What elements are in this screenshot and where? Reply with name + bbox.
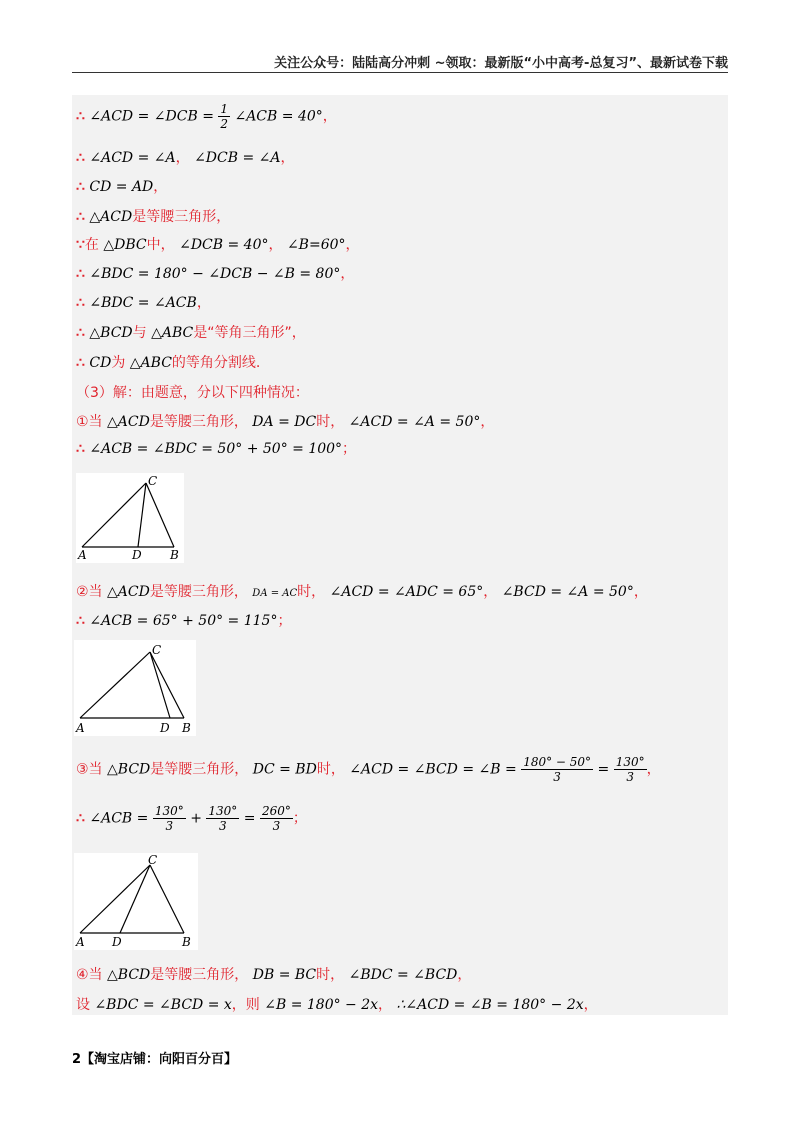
text-fragment: ， — [196, 295, 211, 311]
case-label: ④当 — [76, 967, 103, 983]
therefore-symbol: ∴ — [76, 810, 85, 827]
vertex-label-a: A — [76, 935, 85, 949]
equals-sign: = — [597, 761, 610, 778]
therefore-symbol: ∴ — [76, 295, 85, 311]
math-expr: ∠ACD = ∠A = 50° — [348, 414, 481, 430]
text-fragment: ， — [480, 414, 495, 430]
text-fragment: ， — [378, 997, 393, 1013]
text-fragment: ； — [292, 810, 307, 827]
fraction-denominator: 3 — [165, 819, 174, 833]
math-expr: △ABC — [129, 355, 172, 371]
math-expr: △ACD — [89, 209, 133, 225]
text-fragment: 时， — [316, 967, 345, 983]
text-fragment: ， — [340, 266, 355, 282]
math-expr: DC = BD — [252, 761, 317, 778]
text-fragment: ， — [175, 150, 190, 166]
case-line — [76, 755, 661, 784]
step-line — [76, 804, 307, 833]
segment-cd — [138, 483, 146, 547]
segment-bc — [146, 483, 174, 547]
step-line — [76, 352, 260, 372]
therefore-symbol: ∴ — [76, 325, 85, 341]
step-line — [76, 292, 211, 312]
therefore-symbol: ∴ — [76, 179, 85, 195]
text-fragment: ， — [457, 967, 472, 983]
step-line — [76, 206, 230, 226]
text-fragment: ， — [633, 584, 648, 600]
text-fragment: 是等腰三角形， — [149, 584, 248, 600]
step-line — [76, 176, 167, 196]
triangle-figure-3 — [74, 853, 198, 950]
math-expr: △BCD — [107, 761, 151, 778]
fraction-denominator: 2 — [220, 117, 229, 131]
text-fragment: 在 — [84, 237, 99, 253]
vertex-label-c: C — [148, 474, 158, 488]
math-expr: CD = AD — [89, 179, 154, 195]
text-fragment: ， — [280, 150, 295, 166]
header-rule — [72, 72, 728, 73]
segment-ac — [82, 483, 146, 547]
step-line — [76, 994, 598, 1014]
fraction-numerator: 1 — [220, 102, 229, 116]
plus-sign: + — [190, 810, 202, 827]
page-header: 关注公众号：陆陆高分冲刺 ~领取：最新版“小中高考-总复习”、最新试卷下载 — [274, 56, 728, 71]
step-line — [76, 102, 337, 131]
math-expr: ∴∠ACD = ∠B = 180° − 2x — [396, 997, 584, 1013]
math-expr: ∠BDC = ∠ACB — [89, 295, 197, 311]
step-line — [76, 263, 354, 283]
text-fragment: 的等角分割线. — [171, 355, 261, 371]
math-expr: △BCD — [89, 325, 133, 341]
math-expr: ∠ACB = ∠BDC = 50° + 50° = 100° — [89, 441, 343, 457]
text-fragment: 是“等角三角形”， — [193, 325, 306, 341]
therefore-symbol: ∴ — [76, 613, 85, 629]
part-heading — [76, 382, 309, 402]
page-footer: 2【淘宝店铺：向阳百分百】 — [72, 1052, 238, 1067]
text-fragment: ， — [646, 761, 661, 778]
segment-bc — [150, 865, 184, 933]
fraction — [218, 102, 230, 131]
math-expr: ∠BDC = 180° − ∠DCB − ∠B = 80° — [89, 266, 341, 282]
triangle-figure-1 — [76, 473, 184, 563]
text-fragment: 是等腰三角形， — [149, 414, 248, 430]
text-fragment: 设 — [76, 997, 90, 1013]
therefore-symbol: ∴ — [76, 209, 85, 225]
vertex-label-b: B — [170, 548, 179, 562]
vertex-label-a: A — [76, 721, 85, 735]
math-expr: DB = BC — [252, 967, 317, 983]
therefore-symbol: ∴ — [76, 355, 85, 371]
step-line — [76, 322, 306, 342]
text-fragment: ； — [277, 613, 292, 629]
text-fragment: ， — [268, 237, 283, 253]
math-expr: ∠ACB = — [89, 810, 149, 827]
case-label: ③当 — [76, 761, 103, 778]
text-fragment: ， — [345, 237, 360, 253]
text-fragment: 是等腰三角形， — [132, 209, 231, 225]
case-line — [76, 964, 471, 984]
math-expr: ∠ACD = ∠BCD = ∠B = — [349, 761, 517, 778]
text-fragment: 时， — [297, 584, 326, 600]
segment-ac — [80, 652, 150, 718]
math-expr: DA = AC — [252, 588, 298, 599]
vertex-label-d: D — [132, 548, 142, 562]
math-expr: △BCD — [107, 967, 151, 983]
text-fragment: ，则 — [231, 997, 260, 1013]
math-expr: △ABC — [151, 325, 194, 341]
math-expr: ∠BDC = ∠BCD — [348, 967, 458, 983]
math-expr: △ACD — [107, 584, 150, 600]
vertex-label-d: D — [160, 721, 170, 735]
text-fragment: ， — [322, 108, 337, 125]
text-fragment: ， — [483, 584, 498, 600]
step-line — [76, 610, 291, 630]
math-expr: ∠B=60° — [286, 237, 346, 253]
vertex-label-c: C — [148, 853, 158, 867]
text-fragment: 时， — [316, 761, 345, 778]
therefore-symbol: ∴ — [76, 266, 85, 282]
fraction-denominator: 3 — [272, 819, 281, 833]
text-fragment: ， — [583, 997, 598, 1013]
case-line — [76, 411, 494, 431]
fraction — [206, 804, 239, 833]
math-expr: ∠ACD = ∠A — [89, 150, 176, 166]
case-label: ①当 — [76, 414, 103, 430]
text-fragment: 中， — [146, 237, 175, 253]
step-line — [76, 234, 360, 254]
because-symbol: ∵ — [76, 237, 85, 253]
text-fragment: 与 — [132, 325, 147, 341]
fraction-denominator: 3 — [553, 770, 561, 784]
fraction-numerator: 130° — [208, 804, 238, 818]
text-fragment: ， — [153, 179, 168, 195]
vertex-label-b: B — [182, 721, 191, 735]
math-expr: ∠B = 180° − 2x — [264, 997, 379, 1013]
vertex-label-a: A — [78, 548, 87, 562]
case-label: ②当 — [76, 584, 103, 600]
triangle-figure-2 — [74, 640, 196, 736]
fraction-numerator: 130° — [154, 804, 184, 818]
step-line — [76, 438, 356, 458]
text-fragment: 是等腰三角形， — [150, 967, 249, 983]
math-expr: DA = DC — [252, 414, 317, 430]
fraction — [614, 755, 647, 784]
therefore-symbol: ∴ — [76, 150, 85, 166]
text-fragment: ； — [342, 441, 357, 457]
vertex-label-b: B — [182, 935, 191, 949]
math-expr: ∠ACB = 65° + 50° = 115° — [89, 613, 278, 629]
math-expr: △DBC — [103, 237, 147, 253]
fraction-denominator: 3 — [626, 770, 634, 784]
segment-cd — [120, 865, 150, 933]
math-expr: ∠BDC = ∠BCD = x — [94, 997, 232, 1013]
fraction — [153, 804, 186, 833]
math-expr: ∠ACD = ∠DCB = — [89, 108, 214, 125]
math-expr: ∠DCB = 40° — [179, 237, 269, 253]
text-fragment: 为 — [111, 355, 126, 371]
text-fragment: 是等腰三角形， — [150, 761, 249, 778]
fraction-numerator: 130° — [615, 755, 645, 769]
math-expr: ∠DCB = ∠A — [194, 150, 281, 166]
text-fragment: 时， — [316, 414, 345, 430]
case-line — [76, 581, 648, 601]
math-expr: △ACD — [107, 414, 150, 430]
fraction — [521, 755, 593, 784]
math-expr: ∠ACB = 40° — [234, 108, 323, 125]
therefore-symbol: ∴ — [76, 441, 85, 457]
vertex-label-d: D — [112, 935, 122, 949]
math-expr: ∠ACD = ∠ADC = 65° — [329, 584, 484, 600]
therefore-symbol: ∴ — [76, 108, 85, 125]
equals-sign: = — [243, 810, 256, 827]
math-expr: CD — [89, 355, 112, 371]
fraction — [260, 804, 293, 833]
fraction-numerator: 180° − 50° — [523, 755, 592, 769]
vertex-label-c: C — [152, 643, 162, 657]
text-fragment: （3）解：由题意，分以下四种情况： — [76, 385, 309, 401]
fraction-denominator: 3 — [219, 819, 227, 833]
fraction-numerator: 260° — [261, 804, 291, 818]
math-expr: ∠BCD = ∠A = 50° — [501, 584, 634, 600]
segment-ac — [80, 865, 150, 933]
step-line — [76, 147, 295, 167]
